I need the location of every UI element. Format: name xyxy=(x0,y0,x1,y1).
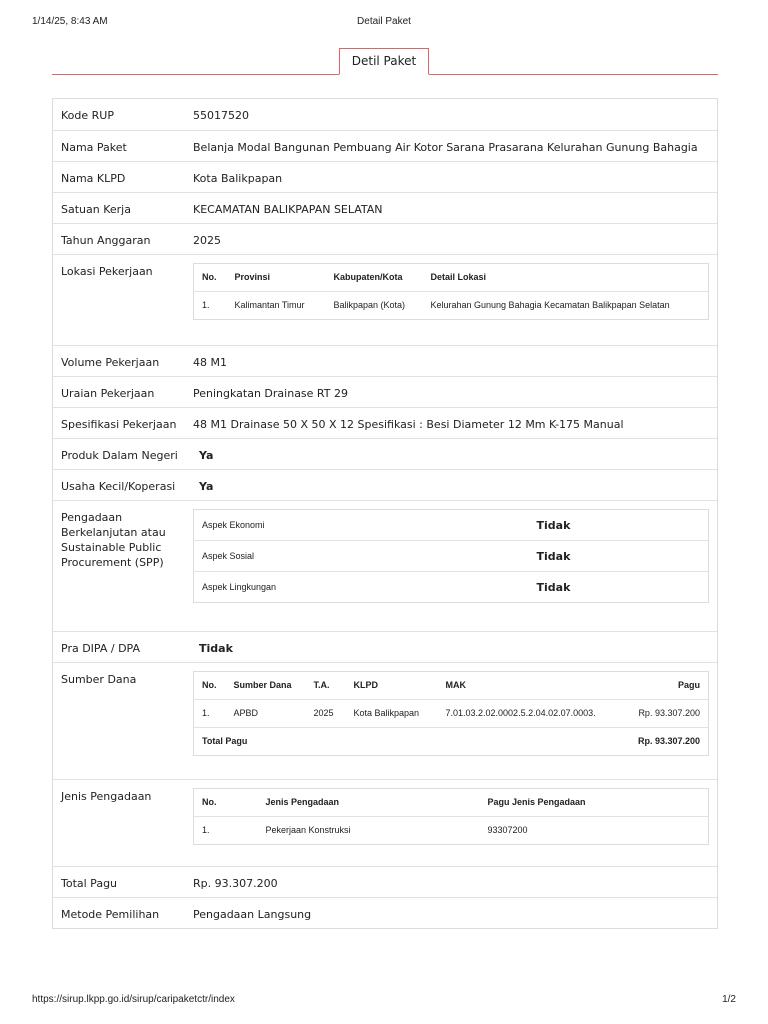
jenis-pengadaan-table xyxy=(193,788,709,845)
label-sumber-dana: Sumber Dana xyxy=(61,673,137,686)
table-cell: 93307200 xyxy=(487,825,528,835)
table-cell: 7.01.03.2.02.0002.5.2.04.02.07.0003. xyxy=(438,700,622,728)
table-cell: 1. xyxy=(202,300,210,310)
print-footer xyxy=(32,994,736,1008)
row-pra-dipa xyxy=(53,631,717,662)
col-header: Detail Lokasi xyxy=(423,264,709,292)
label-metode-pemilihan: Metode Pemilihan xyxy=(61,908,160,921)
value-usaha-kecil: Ya xyxy=(199,480,214,493)
table-cell: 1. xyxy=(194,700,226,728)
page-number: 1/2 xyxy=(722,994,736,1005)
spp-aspect: Aspek Lingkungan xyxy=(202,581,277,592)
value-pra-dipa: Tidak xyxy=(199,642,233,655)
label-nama-klpd: Nama KLPD xyxy=(61,172,126,185)
row-uraian-pekerjaan xyxy=(53,376,717,407)
value-nama-paket: Belanja Modal Bangunan Pembuang Air Kotor Sarana Prasarana Kelurahan Gunung Bahagia xyxy=(193,141,698,154)
spp-value: Tidak xyxy=(536,580,571,594)
table-cell: Kelurahan Gunung Bahagia Kecamatan Balikpapan Selatan xyxy=(430,300,670,310)
label-kode-rup: Kode RUP xyxy=(61,109,114,122)
row-metode-pemilihan xyxy=(53,897,717,928)
col-header: MAK xyxy=(438,672,622,700)
col-header: No. xyxy=(194,789,258,817)
table-total-row xyxy=(194,728,709,756)
lokasi-table xyxy=(193,263,709,320)
value-tahun-anggaran: 2025 xyxy=(193,234,221,247)
value-kode-rup: 55017520 xyxy=(193,109,249,122)
value-produk-dalam-negeri: Ya xyxy=(199,449,214,462)
print-title: Detail Paket xyxy=(357,16,411,27)
table-header-row xyxy=(194,264,709,292)
row-spesifikasi-pekerjaan xyxy=(53,407,717,438)
print-header xyxy=(32,16,736,30)
table-cell: Balikpapan (Kota) xyxy=(333,300,406,310)
spp-aspect: Aspek Ekonomi xyxy=(194,510,529,541)
label-total-pagu: Total Pagu xyxy=(61,877,118,890)
print-datetime: 1/14/25, 8:43 AM xyxy=(32,16,108,27)
row-jenis-pengadaan xyxy=(53,779,717,866)
row-kode-rup xyxy=(53,99,717,130)
col-header: Kabupaten/Kota xyxy=(326,264,423,292)
value-volume: 48 M1 xyxy=(193,356,227,369)
spp-table xyxy=(193,509,709,603)
table-cell: Rp. 93.307.200 xyxy=(622,700,709,728)
label-volume: Volume Pekerjaan xyxy=(61,356,160,369)
col-header: T.A. xyxy=(306,672,346,700)
label-spp: Pengadaan Berkelanjutan atau Sustainable Public Procurement (SPP) xyxy=(61,511,166,569)
row-produk-dalam-negeri xyxy=(53,438,717,469)
label-satuan-kerja: Satuan Kerja xyxy=(61,203,131,216)
row-total-pagu xyxy=(53,866,717,897)
row-volume-pekerjaan xyxy=(53,345,717,376)
table-header-row xyxy=(194,672,709,700)
table-cell: 2025 xyxy=(306,700,346,728)
table-cell: Pekerjaan Konstruksi xyxy=(265,825,351,835)
table-row xyxy=(194,817,709,845)
spp-aspect: Aspek Sosial xyxy=(194,541,529,572)
row-spp xyxy=(53,500,717,631)
row-satuan-kerja xyxy=(53,192,717,223)
label-spesifikasi: Spesifikasi Pekerjaan xyxy=(61,418,177,431)
row-lokasi-pekerjaan xyxy=(53,254,717,345)
label-pra-dipa: Pra DIPA / DPA xyxy=(61,642,140,655)
row-nama-klpd xyxy=(53,161,717,192)
col-header: Pagu Jenis Pengadaan xyxy=(480,789,709,817)
label-lokasi-pekerjaan: Lokasi Pekerjaan xyxy=(61,265,153,278)
tab-bar xyxy=(52,48,718,75)
tab-detil-paket[interactable]: Detil Paket xyxy=(339,48,429,75)
spp-value: Tidak xyxy=(529,541,709,572)
value-satuan-kerja: KECAMATAN BALIKPAPAN SELATAN xyxy=(193,203,383,216)
col-header: No. xyxy=(194,264,227,292)
col-header: KLPD xyxy=(346,672,438,700)
sumber-dana-table xyxy=(193,671,709,756)
label-jenis-pengadaan: Jenis Pengadaan xyxy=(61,790,152,803)
row-tahun-anggaran xyxy=(53,223,717,254)
label-tahun-anggaran: Tahun Anggaran xyxy=(61,234,151,247)
value-nama-klpd: Kota Balikpapan xyxy=(193,172,283,185)
table-cell: 1. xyxy=(202,825,210,835)
value-uraian: Peningkatan Drainase RT 29 xyxy=(193,387,348,400)
value-spesifikasi: 48 M1 Drainase 50 X 50 X 12 Spesifikasi : Besi Diameter 12 Mm K-175 Manual xyxy=(193,418,624,431)
table-row xyxy=(194,510,709,541)
label-usaha-kecil: Usaha Kecil/Koperasi xyxy=(61,480,176,493)
table-cell: Kalimantan Timur xyxy=(234,300,305,310)
col-header: Pagu xyxy=(622,672,709,700)
table-row xyxy=(194,541,709,572)
table-row xyxy=(194,292,709,320)
row-usaha-kecil xyxy=(53,469,717,500)
spp-value: Tidak xyxy=(529,510,709,541)
detail-table xyxy=(52,98,718,929)
col-header: Provinsi xyxy=(227,264,326,292)
table-cell: APBD xyxy=(226,700,306,728)
total-pagu-label: Total Pagu xyxy=(202,736,248,746)
table-cell: Kota Balikpapan xyxy=(346,700,438,728)
col-header: No. xyxy=(194,672,226,700)
total-pagu-value: Rp. 93.307.200 xyxy=(637,736,700,746)
table-row xyxy=(194,700,709,728)
label-produk-dalam-negeri: Produk Dalam Negeri xyxy=(61,449,178,462)
print-url[interactable]: https://sirup.lkpp.go.id/sirup/caripaketctr/index xyxy=(32,994,235,1005)
col-header: Sumber Dana xyxy=(226,672,306,700)
row-sumber-dana xyxy=(53,662,717,779)
label-nama-paket: Nama Paket xyxy=(61,141,127,154)
row-nama-paket xyxy=(53,130,717,161)
value-metode-pemilihan: Pengadaan Langsung xyxy=(193,908,312,921)
table-row xyxy=(194,572,709,603)
label-uraian: Uraian Pekerjaan xyxy=(61,387,155,400)
value-total-pagu: Rp. 93.307.200 xyxy=(193,877,278,890)
col-header: Jenis Pengadaan xyxy=(258,789,480,817)
table-header-row xyxy=(194,789,709,817)
